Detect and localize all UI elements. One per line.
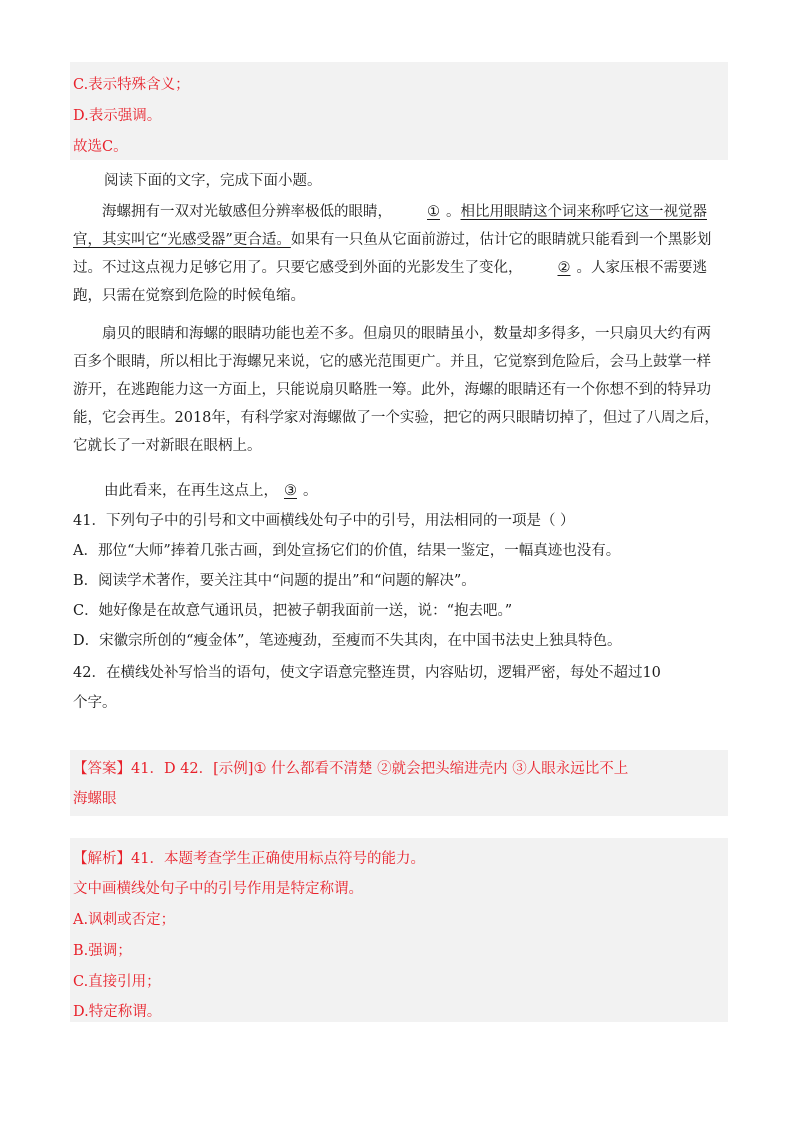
- passage-paragraph-3: [104, 480, 318, 502]
- p1-text-a: 海螺拥有一双对光敏感但分辨率极低的眼睛，: [102, 204, 392, 220]
- passage-intro: 阅读下面的文字，完成下面小题。: [104, 173, 322, 189]
- underlined-sentence: 相比用眼睛这个词来称呼它这一视觉器官，其实叫它“光感受器”更合适。: [73, 204, 707, 248]
- answer-line-1: 【答案】41．D 42．[示例]① 什么都看不清楚 ②就会把头缩进壳内 ③人眼永远比不上: [73, 761, 629, 777]
- blank-3: ③: [284, 483, 297, 499]
- p1-text-b: 。: [446, 204, 461, 220]
- analysis-line-2: 文中画横线处句子中的引号作用是特定称谓。: [73, 881, 363, 897]
- blank-1: ①: [427, 204, 440, 220]
- top-box-line-d: D.表示强调。: [73, 108, 162, 124]
- q41-option-c: C．她好像是在故意气通讯员，把被子朝我面前一送，说：“抱去吧。”: [73, 603, 513, 619]
- p1-text-c: 如果有一只鱼从它面前游过，估计它的眼睛就只能看到一个黑影划过。不过这点视力足够它用了。只要它感受到外面的光影发生了变化，: [73, 232, 712, 276]
- p3-text-a: 由此看来，在再生这点上，: [104, 483, 278, 499]
- passage-paragraph-2: 扇贝的眼睛和海螺的眼睛功能也差不多。但扇贝的眼睛虽小，数量却多得多，一只扇贝大约有两百多个眼睛，所以相比于海螺兄来说，它的感光范围更广。并且，它觉察到危险后，会马上鼓掌一样游开，在逃跑能力这一方面上，只能说扇贝略胜一筹。此外，海螺的眼睛还有一个你想不到的特异功能，它会再生。2018年，有科学家对海螺做了一个实验，把它的两只眼睛切掉了，但过了八周之后，它就长了一对新眼在眼柄上。: [73, 326, 719, 454]
- p1-text-d: 。人家压根不需要逃跑，只需在觉察到危险的时候龟缩。: [73, 260, 707, 304]
- q41-option-a: A．那位“大师”捧着几张古画，到处宣扬它们的价值，结果一鉴定，一幅真迹也没有。: [73, 543, 621, 559]
- analysis-option-c: C.直接引用；: [73, 974, 161, 990]
- passage-paragraph-1: [73, 198, 721, 310]
- q41-option-d: D．宋徽宗所创的“瘦金体”，笔迹瘦劲，至瘦而不失其肉，在中国书法史上独具特色。: [73, 633, 622, 649]
- analysis-option-a: A.讽刺或否定；: [73, 912, 176, 928]
- question-42-line-2: 个字。: [73, 695, 117, 711]
- analysis-option-b: B.强调；: [73, 943, 132, 959]
- analysis-line-1: 【解析】41．本题考查学生正确使用标点符号的能力。: [73, 851, 425, 867]
- blank-2: ②: [557, 260, 571, 276]
- answer-line-2: 海螺眼: [73, 791, 117, 807]
- question-42-line-1: 42．在横线处补写恰当的语句，使文字语意完整连贯，内容贴切，逻辑严密，每处不超过10: [73, 665, 661, 681]
- p3-text-b: 。: [303, 483, 318, 499]
- analysis-option-d: D.特定称谓。: [73, 1004, 162, 1020]
- question-41: 41．下列句子中的引号和文中画横线处句子中的引号，用法相同的一项是（ ）: [73, 513, 575, 529]
- top-box-conclusion: 故选C。: [73, 139, 128, 155]
- q41-option-b: B．阅读学术著作，要关注其中“问题的提出”和“问题的解决”。: [73, 573, 476, 589]
- top-box-line-c: C.表示特殊含义；: [73, 77, 190, 93]
